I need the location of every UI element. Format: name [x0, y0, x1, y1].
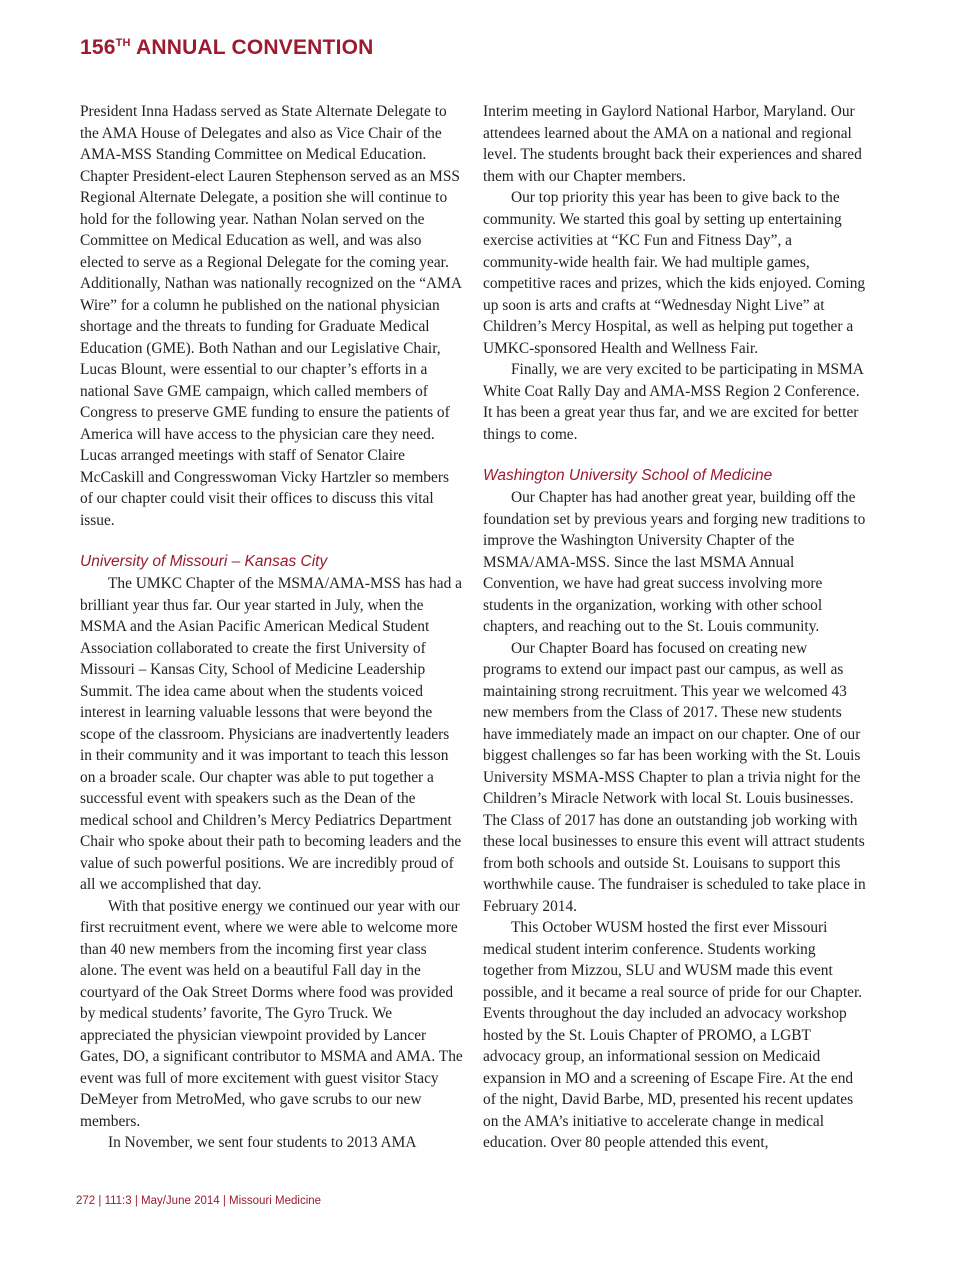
paragraph: The UMKC Chapter of the MSMA/AMA-MSS has had a brilliant year thus far. Our year started in July, when the MSMA and the Asian Pacific American Medical Student Association collaborated to create the first University of Missouri – Kansas City, School of Medicine Leadership Summit. The idea came about when the students voiced interest in learning valuable lessons that were beyond the scope of the classroom. Physicians are inadvertently leaders in their community and it was important to teach this lesson on a broader scale. Our chapter was able to put together a successful event with speakers such as the Dean of the medical school and Children’s Mercy Pediatrics Department Chair who spoke about their path to becoming leaders and the value of such powerful positions. We are incredibly proud of all we accomplished that day. [80, 575, 462, 893]
paragraph: President Inna Hadass served as State Alternate Delegate to the AMA House of Delegates and also as Vice Chair of the AMA-MSS Standing Committee on Medical Education. Chapter President-elect Lauren Stephenson served as an MSS Regional Alternate Delegate, a position she will continue to hold for the following year. Nathan Nolan served on the Committee on Medical Education as well, and was also elected to serve as a Regional Delegate for the coming year. Additionally, Nathan was nationally recognized on the “AMA Wire” for a column he published on the national physician shortage and the threats to funding for Graduate Medical Education (GME). Both Nathan and our Legislative Chair, Lucas Blount, were essential to our chapter’s efforts in a national Save GME campaign, which called members of Congress to preserve GME funding to ensure the patients of America will have access to the physician care they need. Lucas arranged meetings with staff of Senator Claire McCaskill and Congresswoman Vicky Hartzler so members of our chapter could visit their offices to discuss this vital issue. [80, 103, 462, 529]
section-heading-wusm: Washington University School of Medicine [483, 467, 773, 484]
header-title: ANNUAL CONVENTION [135, 36, 374, 59]
section-heading-umkc: University of Missouri – Kansas City [80, 553, 328, 570]
page-footer [76, 1195, 321, 1207]
left-column [80, 101, 464, 1154]
paragraph: With that positive energy we continued our year with our first recruitment event, where we were able to welcome more than 40 new members from the incoming first year class alone. The event was held on a beautiful Fall day in the courtyard of the Oak Street Dorms where food was provided by medical students’ favorite, The Gyro Truck. We appreciated the physician viewpoint provided by Lancer Gates, DO, a significant contributor to MSMA and AMA. The event was full of more excitement with guest visitor Stacy DeMeyer from MetroMed, who gave scrubs to our new members. [80, 897, 463, 1130]
convention-number: 156 [80, 36, 116, 59]
paragraph: Our top priority this year has been to give back to the community. We started this goal by setting up entertaining exercise activities at “KC Fun and Fitness Day”, a community-wide health fair. We had multiple games, competitive races and prizes, which the kids enjoyed. Coming up soon is arts and crafts at “Wednesday Night Live” at Children’s Mercy Hospital, as well as helping put together a UMKC-sponsored Health and Wellness Fair. [483, 189, 866, 357]
paragraph: Finally, we are very excited to be participating in MSMA White Coat Rally Day and AMA-MSS Region 2 Conference. It has been a great year thus far, and we are excited for better things to come. [483, 361, 864, 443]
footer-text: 272 | 111:3 | May/June 2014 | Missouri Medicine [76, 1195, 322, 1207]
paragraph: Our Chapter has had another great year, building off the foundation set by previous years and forging new traditions to improve the Washington University Chapter of the MSMA/AMA-MSS. Since the last MSMA Annual Convention, we have had great success involving more students in the organization, working with other school chapters, and reaching out to the St. Louis community. [483, 489, 866, 635]
ordinal-suffix: TH [115, 37, 131, 49]
paragraph: Our Chapter Board has focused on creating new programs to extend our impact past our campus, as well as maintaining strong recruitment. This year we welcomed 43 new members from the Class of 2017. These new students have immediately made an impact on our chapter. One of our biggest challenges so far has been working with the St. Louis University MSMA-MSS Chapter to plan a trivia night for the Children’s Miracle Network with local St. Louis businesses. The Class of 2017 has done an outstanding job working with these local businesses to ensure this event will attract students from both schools and outside St. Louisans to support this worthwhile cause. The fundraiser is scheduled to take place in February 2014. [483, 639, 866, 915]
right-column [483, 101, 867, 1154]
paragraph: This October WUSM hosted the first ever Missouri medical student interim conference. Students working together from Mizzou, SLU and WUSM made this event possible, and it became a real source of pride for our Chapter. Events throughout the day included an advocacy workshop hosted by the St. Louis Chapter of PROMO, a LGBT advocacy group, an informational session on Medicaid expansion in MO and a screening of Escape Fire. At the end of the night, David Barbe, MD, presented his recent updates on the AMA’s initiative to accelerate change in medical education. Over 80 people attended this event, [483, 919, 863, 1151]
paragraph: Interim meeting in Gaylord National Harbor, Maryland. Our attendees learned about the AMA on a national and regional level. The students brought back their experiences and shared them with our Chapter members. [483, 103, 862, 185]
paragraph: In November, we sent four students to 2013 AMA [108, 1134, 417, 1151]
page-header [80, 36, 374, 60]
